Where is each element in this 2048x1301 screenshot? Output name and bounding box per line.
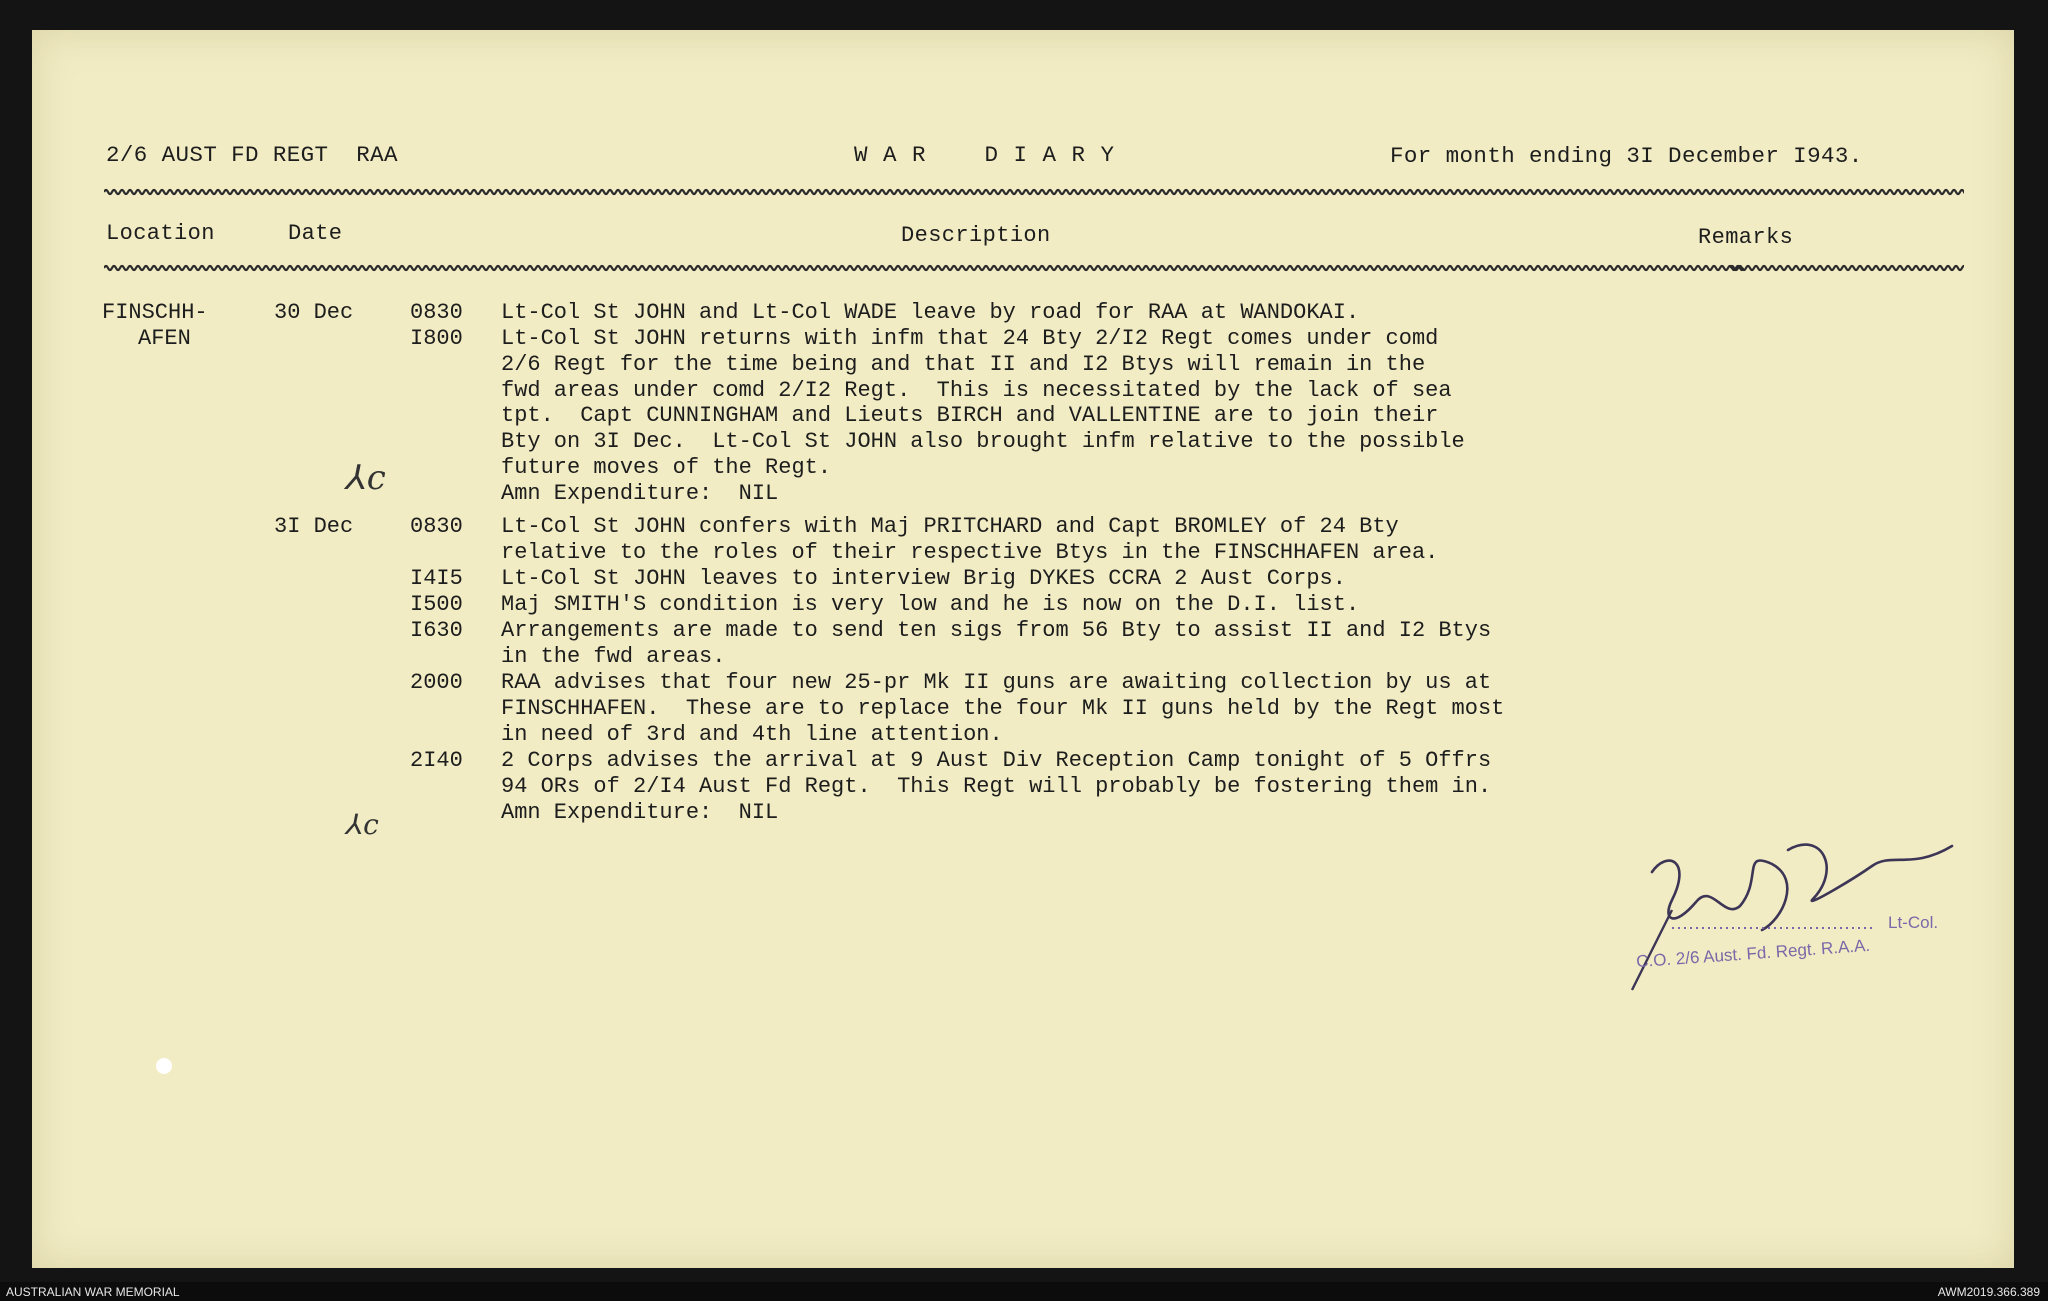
entry-description-line: 94 ORs of 2/I4 Aust Fd Regt. This Regt will probably be fostering them in. [501,773,1492,799]
entry-date: 30 Dec [274,300,354,325]
footer-accession: AWM2019.366.389 [1937,1285,2040,1299]
entry-description-line: fwd areas under comd 2/I2 Regt. This is necessitated by the lack of sea [501,377,1452,403]
entry-time: 0830 [410,300,463,325]
location-line-1: FINSCHH- [102,300,208,325]
entry-description-line: Amn Expenditure: NIL [501,480,779,506]
entry-description-line: Bty on 3I Dec. Lt-Col St JOHN also brought infm relative to the possible [501,429,1465,455]
entry-time: 0830 [410,514,463,539]
column-date: Date [288,221,343,246]
entry-description-line: RAA advises that four new 25-pr Mk II guns are awaiting collection by us at [501,670,1492,695]
entry-description-line: future moves of the Regt. [501,455,832,480]
period-label: For month ending 3I December I943. [1390,143,1863,169]
footer-bar [0,1282,2048,1301]
column-rule-left [104,264,1744,272]
column-description: Description [901,223,1051,248]
column-location: Location [106,221,215,246]
entry-description-line: 2 Corps advises the arrival at 9 Aust Div Reception Camp tonight of 5 Offrs [501,748,1492,773]
column-rule-right [1730,264,1964,272]
entry-time: I500 [410,592,463,617]
entry-description-line: 2/6 Regt for the time being and that II and I2 Btys will remain in the [501,351,1426,377]
stamp-designation: C.O. 2/6 Aust. Fd. Regt. R.A.A. [1635,935,1871,972]
unit-name: 2/6 AUST FD REGT RAA [106,142,398,168]
entry-description-line: in the fwd areas. [501,643,726,669]
entry-description-line: relative to the roles of their respective Btys in the FINSCHHAFEN area. [501,539,1439,565]
initials-mark-1: ⅄c [346,458,386,498]
entry-description-line: Lt-Col St JOHN leaves to interview Brig DYKES CCRA 2 Aust Corps. [501,566,1346,591]
entry-time: I630 [410,618,463,643]
entry-description-line: Maj SMITH'S condition is very low and he is now on the D.I. list. [501,592,1360,617]
entry-description-line: in need of 3rd and 4th line attention. [501,721,1003,747]
entry-time: 2I40 [410,748,463,773]
entry-description-line: FINSCHHAFEN. These are to replace the four Mk II guns held by the Regt most [501,695,1505,721]
diary-page [32,30,2014,1268]
entry-description-line: Arrangements are made to send ten sigs from 56 Bty to assist II and I2 Btys [501,618,1492,643]
footer-source: AUSTRALIAN WAR MEMORIAL [6,1285,180,1299]
location-line-2: AFEN [138,326,191,351]
entry-description-line: tpt. Capt CUNNINGHAM and Lieuts BIRCH and VALLENTINE are to join their [501,403,1439,429]
page-title: W A R D I A R Y [854,142,1116,168]
punch-hole [156,1058,172,1074]
entry-time: I4I5 [410,566,463,591]
entry-time: 2000 [410,670,463,695]
entry-time: I800 [410,326,463,351]
column-remarks: Remarks [1698,225,1794,250]
initials-mark-2: ⅄c [346,808,379,841]
entry-description-line: Lt-Col St JOHN and Lt-Col WADE leave by road for RAA at WANDOKAI. [501,300,1360,325]
entry-description-line: Amn Expenditure: NIL [501,799,779,825]
header-rule [104,188,1964,196]
signature-stamp [1612,810,1992,1030]
entry-date: 3I Dec [274,514,354,539]
entry-description-line: Lt-Col St JOHN returns with infm that 24 Bty 2/I2 Regt comes under comd [501,326,1439,351]
stamp-rank: Lt-Col. [1888,913,1939,932]
entry-description-line: Lt-Col St JOHN confers with Maj PRITCHARD and Capt BROMLEY of 24 Bty [501,514,1399,539]
